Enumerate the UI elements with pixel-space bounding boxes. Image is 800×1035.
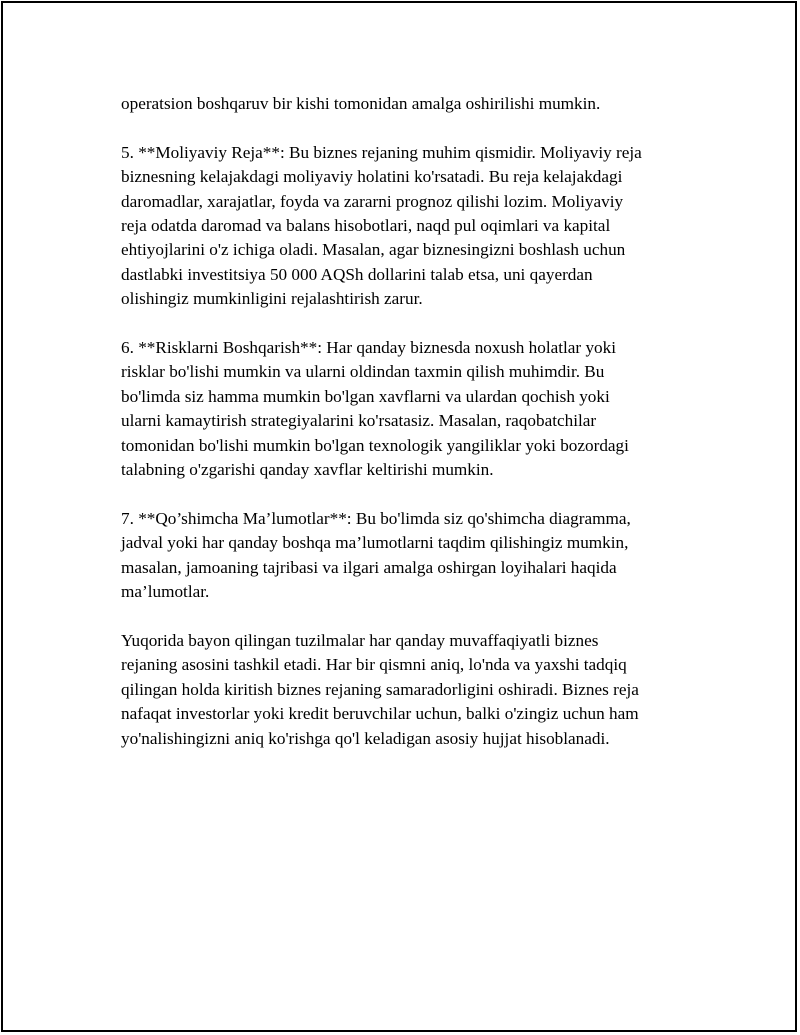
text-line: jadval yoki har qanday boshqa ma’lumotlarni taqdim qilishingiz mumkin, — [121, 533, 629, 553]
paragraph-financial-plan — [121, 141, 701, 312]
text-line: risklar bo'lishi mumkin va ularni oldindan taxmin qilish muhimdir. Bu — [121, 362, 605, 382]
paragraph-additional-info — [121, 507, 701, 605]
text-line: yo'nalishingizni aniq ko'rishga qo'l keladigan asosiy hujjat hisoblanadi. — [121, 728, 610, 748]
text-line: bo'limda siz hamma mumkin bo'lgan xavflarni va ulardan qochish yoki — [121, 386, 610, 406]
text-line: olishingiz mumkinligini rejalashtirish zarur. — [121, 289, 423, 309]
text-line: 6. **Risklarni Boshqarish**: Har qanday biznesda noxush holatlar yoki — [121, 338, 617, 358]
text-line: daromadlar, xarajatlar, foyda va zararni prognoz qilishi lozim. Moliyaviy — [121, 191, 624, 211]
text-line: operatsion boshqaruv bir kishi tomonidan amalga oshirilishi mumkin. — [121, 94, 601, 113]
text-line: dastlabki investitsiya 50 000 AQSh dollarini talab etsa, uni qayerdan — [121, 264, 593, 284]
text-line: masalan, jamoaning tajribasi va ilgari amalga oshirgan loyihalari haqida — [121, 557, 617, 577]
paragraph-conclusion — [121, 629, 701, 751]
text-line: ma’lumotlar. — [121, 582, 210, 602]
paragraph-risk-management — [121, 336, 701, 482]
paragraph-operations-continued — [121, 92, 701, 116]
text-line: ehtiyojlarini o'z ichiga oladi. Masalan, agar biznesingizni boshlash uchun — [121, 240, 626, 260]
text-line: talabning o'zgarishi qanday xavflar keltirishi mumkin. — [121, 460, 494, 480]
text-line: biznesning kelajakdagi moliyaviy holatini ko'rsatadi. Bu reja kelajakdagi — [121, 167, 623, 187]
document-body — [121, 92, 701, 775]
text-line: Yuqorida bayon qilingan tuzilmalar har qanday muvaffaqiyatli biznes — [121, 630, 599, 650]
text-line: ularni kamaytirish strategiyalarini ko'rsatasiz. Masalan, raqobatchilar — [121, 411, 597, 431]
text-line: 7. **Qo’shimcha Ma’lumotlar**: Bu bo'limda siz qo'shimcha diagramma, — [121, 508, 631, 528]
text-line: qilingan holda kiritish biznes rejaning samaradorligini oshiradi. Biznes reja — [121, 679, 639, 699]
text-line: tomonidan bo'lishi mumkin bo'lgan texnologik yangiliklar yoki bozordagi — [121, 435, 629, 455]
text-line: reja odatda daromad va balans hisobotlari, naqd pul oqimlari va kapital — [121, 216, 611, 236]
page-frame — [1, 1, 797, 1032]
text-line: nafaqat investorlar yoki kredit beruvchilar uchun, balki o'zingiz uchun ham — [121, 704, 639, 724]
text-line: rejaning asosini tashkil etadi. Har bir qismni aniq, lo'nda va yaxshi tadqiq — [121, 655, 627, 675]
text-line: 5. **Moliyaviy Reja**: Bu biznes rejaning muhim qismidir. Moliyaviy reja — [121, 142, 642, 162]
